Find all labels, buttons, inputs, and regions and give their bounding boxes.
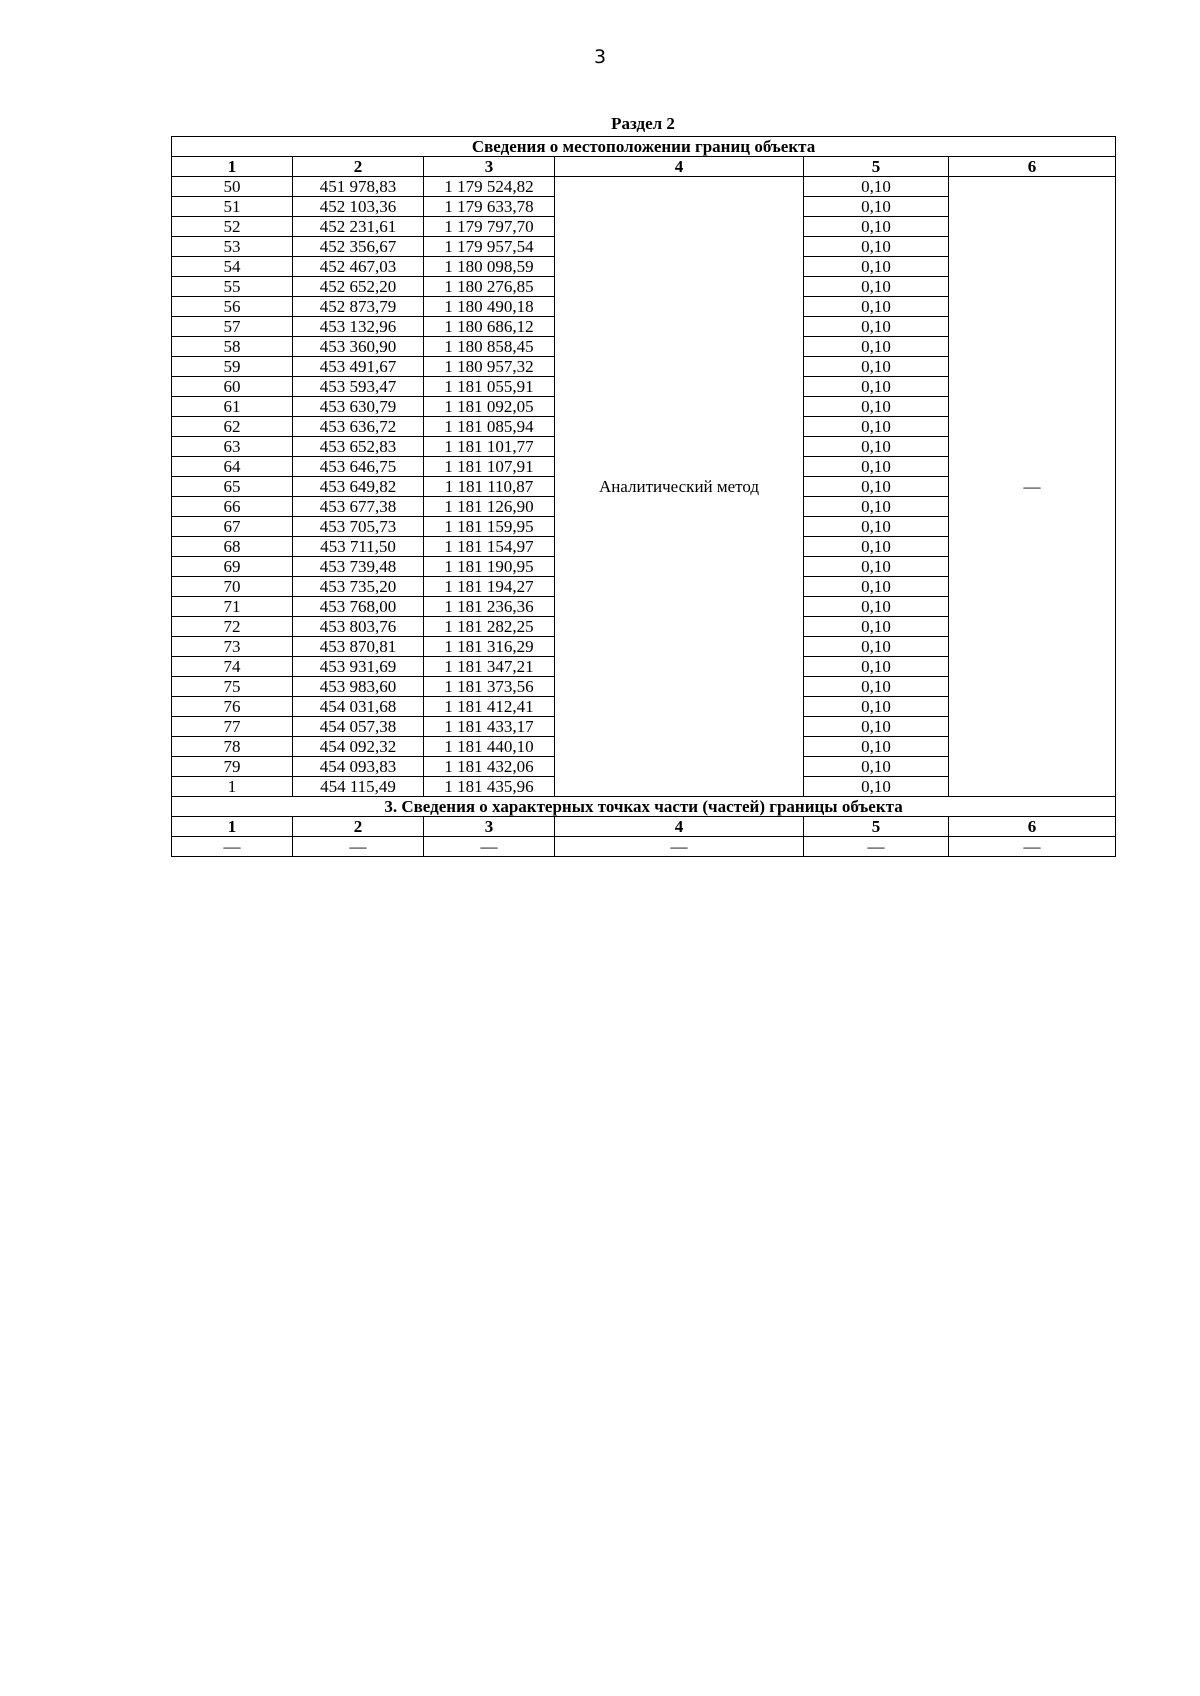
accuracy-value: 0,10 (804, 177, 949, 197)
column-number: 6 (949, 157, 1116, 177)
y-coordinate: 1 181 126,90 (424, 497, 555, 517)
section-title: Раздел 2 (611, 114, 675, 133)
x-coordinate: 454 092,32 (293, 737, 424, 757)
accuracy-value: 0,10 (804, 537, 949, 557)
point-number: 68 (172, 537, 293, 557)
accuracy-value: 0,10 (804, 557, 949, 577)
column-number: 6 (949, 817, 1116, 837)
table-subtitle-row (172, 137, 1116, 157)
y-coordinate: 1 181 412,41 (424, 697, 555, 717)
point-number: 61 (172, 397, 293, 417)
y-coordinate: 1 179 633,78 (424, 197, 555, 217)
y-coordinate: 1 181 347,21 (424, 657, 555, 677)
column6-cell: — (949, 177, 1116, 797)
y-coordinate: 1 180 490,18 (424, 297, 555, 317)
accuracy-value: 0,10 (804, 417, 949, 437)
x-coordinate: 454 057,38 (293, 717, 424, 737)
accuracy-value: 0,10 (804, 357, 949, 377)
accuracy-value: 0,10 (804, 397, 949, 417)
y-coordinate: 1 181 092,05 (424, 397, 555, 417)
accuracy-value: 0,10 (804, 277, 949, 297)
x-coordinate: 454 093,83 (293, 757, 424, 777)
point-number: 77 (172, 717, 293, 737)
x-coordinate: 453 491,67 (293, 357, 424, 377)
x-coordinate: 453 630,79 (293, 397, 424, 417)
x-coordinate: 453 652,83 (293, 437, 424, 457)
y-coordinate: 1 181 110,87 (424, 477, 555, 497)
point-number: 69 (172, 557, 293, 577)
y-coordinate: 1 180 686,12 (424, 317, 555, 337)
accuracy-value: 0,10 (804, 377, 949, 397)
column-number: 1 (172, 817, 293, 837)
part3-row (172, 837, 1116, 857)
x-coordinate: 452 467,03 (293, 257, 424, 277)
x-coordinate: 453 646,75 (293, 457, 424, 477)
point-number: 66 (172, 497, 293, 517)
x-coordinate: 453 649,82 (293, 477, 424, 497)
y-coordinate: 1 179 957,54 (424, 237, 555, 257)
y-coordinate: 1 181 085,94 (424, 417, 555, 437)
point-number: 50 (172, 177, 293, 197)
y-coordinate: 1 181 435,96 (424, 777, 555, 797)
y-coordinate: 1 180 276,85 (424, 277, 555, 297)
y-coordinate: 1 181 194,27 (424, 577, 555, 597)
y-coordinate: 1 181 159,95 (424, 517, 555, 537)
coordinates-table (171, 136, 1116, 857)
point-number: 51 (172, 197, 293, 217)
point-number: 65 (172, 477, 293, 497)
y-coordinate: 1 179 524,82 (424, 177, 555, 197)
x-coordinate: 453 132,96 (293, 317, 424, 337)
point-number: 60 (172, 377, 293, 397)
accuracy-value: 0,10 (804, 717, 949, 737)
x-coordinate: 452 356,67 (293, 237, 424, 257)
y-coordinate: 1 179 797,70 (424, 217, 555, 237)
y-coordinate: 1 181 190,95 (424, 557, 555, 577)
accuracy-value: 0,10 (804, 337, 949, 357)
point-number: 72 (172, 617, 293, 637)
x-coordinate: 453 636,72 (293, 417, 424, 437)
point-number: 71 (172, 597, 293, 617)
point-number: 53 (172, 237, 293, 257)
y-coordinate: 1 181 055,91 (424, 377, 555, 397)
point-number: 1 (172, 777, 293, 797)
column-number: 2 (293, 157, 424, 177)
part3-column-number-row (172, 817, 1116, 837)
y-coordinate: 1 181 101,77 (424, 437, 555, 457)
y-coordinate: 1 180 957,32 (424, 357, 555, 377)
y-coordinate: 1 181 316,29 (424, 637, 555, 657)
x-coordinate: 452 873,79 (293, 297, 424, 317)
table-subtitle: Сведения о местоположении границ объекта (172, 137, 1116, 157)
accuracy-value: 0,10 (804, 497, 949, 517)
accuracy-value: 0,10 (804, 597, 949, 617)
accuracy-value: 0,10 (804, 477, 949, 497)
accuracy-value: 0,10 (804, 197, 949, 217)
accuracy-value: 0,10 (804, 757, 949, 777)
x-coordinate: 453 593,47 (293, 377, 424, 397)
part3-title: 3. Сведения о характерных точках части (частей) границы объекта (172, 797, 1116, 817)
accuracy-value: 0,10 (804, 777, 949, 797)
point-number: 56 (172, 297, 293, 317)
y-coordinate: 1 181 432,06 (424, 757, 555, 777)
column-number-row (172, 157, 1116, 177)
y-coordinate: 1 181 282,25 (424, 617, 555, 637)
point-number: 74 (172, 657, 293, 677)
column-number: 4 (555, 157, 804, 177)
column-number: 5 (804, 157, 949, 177)
point-number: 70 (172, 577, 293, 597)
dash-cell: — (293, 837, 424, 857)
y-coordinate: 1 180 858,45 (424, 337, 555, 357)
x-coordinate: 453 931,69 (293, 657, 424, 677)
x-coordinate: 452 652,20 (293, 277, 424, 297)
x-coordinate: 453 983,60 (293, 677, 424, 697)
y-coordinate: 1 181 154,97 (424, 537, 555, 557)
page-number: 3 (593, 46, 607, 68)
x-coordinate: 453 803,76 (293, 617, 424, 637)
column-number: 2 (293, 817, 424, 837)
column-number: 4 (555, 817, 804, 837)
point-number: 73 (172, 637, 293, 657)
accuracy-value: 0,10 (804, 217, 949, 237)
accuracy-value: 0,10 (804, 737, 949, 757)
y-coordinate: 1 181 433,17 (424, 717, 555, 737)
point-number: 59 (172, 357, 293, 377)
accuracy-value: 0,10 (804, 457, 949, 477)
point-number: 67 (172, 517, 293, 537)
point-number: 52 (172, 217, 293, 237)
accuracy-value: 0,10 (804, 237, 949, 257)
accuracy-value: 0,10 (804, 257, 949, 277)
point-number: 76 (172, 697, 293, 717)
dash-cell: — (804, 837, 949, 857)
column-number: 3 (424, 157, 555, 177)
x-coordinate: 453 677,38 (293, 497, 424, 517)
x-coordinate: 454 115,49 (293, 777, 424, 797)
x-coordinate: 453 870,81 (293, 637, 424, 657)
point-number: 58 (172, 337, 293, 357)
point-number: 55 (172, 277, 293, 297)
point-number: 62 (172, 417, 293, 437)
x-coordinate: 453 768,00 (293, 597, 424, 617)
dash-cell: — (424, 837, 555, 857)
point-number: 63 (172, 437, 293, 457)
table-row (172, 177, 1116, 197)
y-coordinate: 1 181 236,36 (424, 597, 555, 617)
y-coordinate: 1 181 107,91 (424, 457, 555, 477)
column-number: 1 (172, 157, 293, 177)
accuracy-value: 0,10 (804, 577, 949, 597)
x-coordinate: 454 031,68 (293, 697, 424, 717)
column-number: 5 (804, 817, 949, 837)
x-coordinate: 453 735,20 (293, 577, 424, 597)
x-coordinate: 453 360,90 (293, 337, 424, 357)
point-number: 54 (172, 257, 293, 277)
dash-cell: — (949, 837, 1116, 857)
part3-title-row (172, 797, 1116, 817)
accuracy-value: 0,10 (804, 617, 949, 637)
x-coordinate: 451 978,83 (293, 177, 424, 197)
point-number: 75 (172, 677, 293, 697)
x-coordinate: 452 103,36 (293, 197, 424, 217)
accuracy-value: 0,10 (804, 657, 949, 677)
point-number: 78 (172, 737, 293, 757)
y-coordinate: 1 180 098,59 (424, 257, 555, 277)
point-number: 64 (172, 457, 293, 477)
accuracy-value: 0,10 (804, 437, 949, 457)
point-number: 57 (172, 317, 293, 337)
dash-cell: — (172, 837, 293, 857)
accuracy-value: 0,10 (804, 697, 949, 717)
x-coordinate: 453 705,73 (293, 517, 424, 537)
accuracy-value: 0,10 (804, 637, 949, 657)
dash-cell: — (555, 837, 804, 857)
accuracy-value: 0,10 (804, 297, 949, 317)
x-coordinate: 452 231,61 (293, 217, 424, 237)
y-coordinate: 1 181 440,10 (424, 737, 555, 757)
accuracy-value: 0,10 (804, 517, 949, 537)
column-number: 3 (424, 817, 555, 837)
x-coordinate: 453 739,48 (293, 557, 424, 577)
y-coordinate: 1 181 373,56 (424, 677, 555, 697)
accuracy-value: 0,10 (804, 677, 949, 697)
x-coordinate: 453 711,50 (293, 537, 424, 557)
method-cell: Аналитический метод (555, 177, 804, 797)
point-number: 79 (172, 757, 293, 777)
accuracy-value: 0,10 (804, 317, 949, 337)
